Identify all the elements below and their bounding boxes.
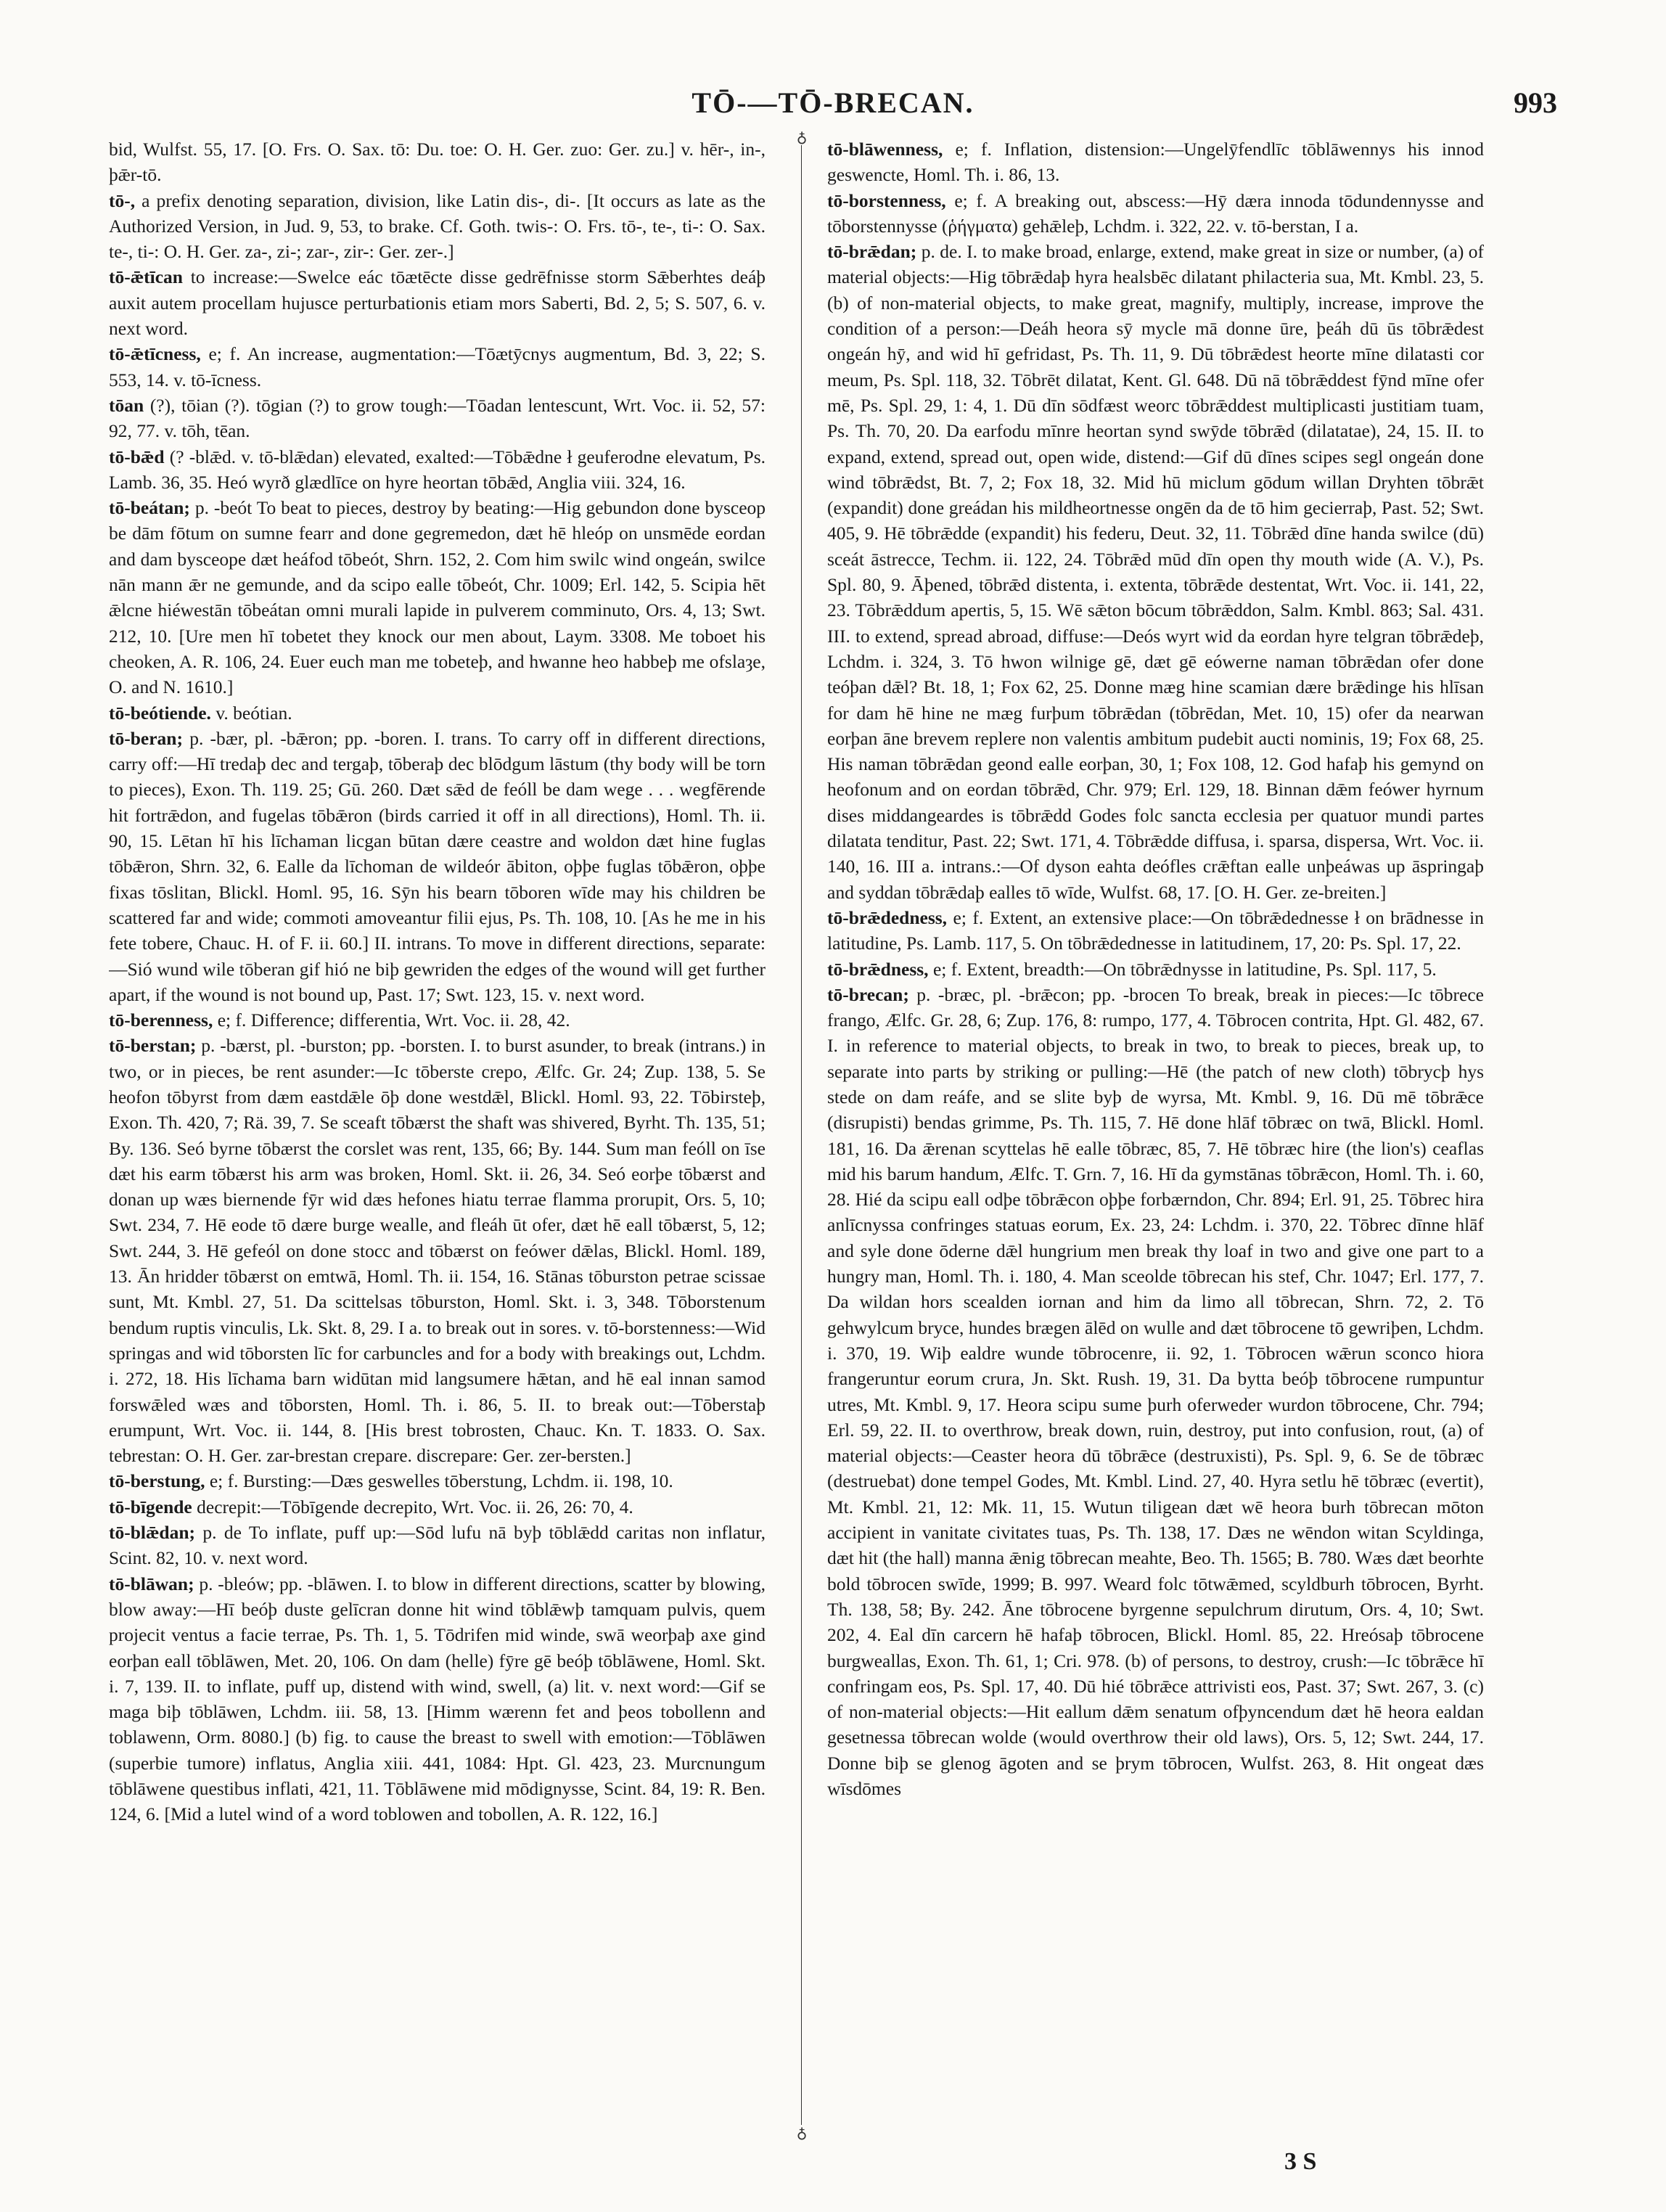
page-header [0,86,1666,129]
dictionary-entry [109,1571,766,1827]
entry-definition: bid, Wulfst. 55, 17. [O. Frs. O. Sax. tō: Du. toe: O. H. Ger. zuo: Ger. zu.] v. hēr-, in-, þǣr-tō. [109,139,766,186]
entry-headword: tō-blāwenness, [827,139,943,160]
entry-definition: decrepit:—Tōbīgende decrepito, Wrt. Voc. ii. 26, 26: 70, 4. [197,1496,633,1517]
entry-definition: (?), tōian (?). tōgian (?) to grow tough:—Tōadan lentescunt, Wrt. Voc. ii. 52, 57: 92, 77. v. tōh, tēan. [109,394,766,442]
dictionary-entry [109,341,766,393]
entry-headword: tō-brǣdness, [827,958,929,980]
dictionary-entry [109,495,766,700]
entry-headword: tō-ǣtīcness, [109,343,201,365]
dictionary-entry [109,188,766,265]
signature-mark: 3 S [1284,2148,1317,2175]
page-number: 993 [1514,86,1557,119]
entry-headword: tō-berstan; [109,1035,197,1057]
dictionary-entry [109,700,766,726]
dictionary-entry [109,136,766,188]
entry-headword: tō-brecan; [827,983,909,1005]
entry-headword: tō-blǣdan; [109,1522,196,1544]
entry-definition: v. beótian. [216,702,292,724]
entry-headword: tō-beátan; [109,497,190,519]
dictionary-entry [827,188,1484,239]
entry-headword: tō-beótiende. [109,702,211,724]
entry-definition: p. -beót To beat to pieces, destroy by beating:—Hig gebundon done bysceop be dām fōtum on sumne fearr and done gegremedon, dæt hē hleóp on unsmēde eordan and dam bysceope dæt heáfod tōbeót, Shrn. 152, 2. Com him swilc wind ongeán, swilce nān mann ǣr ne gemunde, and da scipo ealle tōbeót, Chr. 1009; Erl. 142, 5. Scipia hēt ǣlcne hiéwestān tōbeátan omni murali lapide in pulverem comminuto, Ors. 4, 13; Swt. 212, 10. [Ure men hī tobetet they knock our men about, Laym. 3308. Me toboet his cheoken, A. R. 106, 24. Euer euch man me tobeteþ, and hwanne heo habbeþ me ofslaȝe, O. and N. 1610.] [109,497,766,698]
dictionary-entry [827,982,1484,1802]
entry-definition: e; f. Extent, an extensive place:—On tōbrǣdednesse ł on brādnesse in latitudine, Ps. Lamb. 117, 5. On tōbrǣdednesse in latitudinem, 17, 20: Ps. Spl. 17, 22. [827,906,1484,954]
entry-definition: (? -blǣd. v. tō-blǣdan) elevated, exalted:—Tōbǣdne ł geuferodne elevatum, Ps. Lamb. 36, 35. Heó wyrð glædlīce on hyre heortan tōbǣd, Anglia viii. 324, 16. [109,446,766,493]
column-divider [801,135,802,2131]
entry-headword: tō-berenness, [109,1009,213,1031]
dictionary-entry [827,136,1484,188]
right-column [827,136,1484,2139]
entry-definition: p. de To inflate, puff up:—Sōd lufu nā byþ tōblǣdd caritas non inflatur, Scint. 82, 10. v. next word. [109,1522,766,1569]
entry-definition: e; f. Extent, breadth:—On tōbrǣdnysse in latitudine, Ps. Spl. 117, 5. [932,958,1437,980]
entry-definition: p. -bær, pl. -bǣron; pp. -boren. I. trans. To carry off in different directions, carry off:—Hī tredaþ dec and tergaþ, tōberaþ dec blōdgum lāstum (thy body will be torn to pieces), Exon. Th. 119. 25; Gū. 260. Dæt sǣd de feóll be dam wege . . . wegfērende hit fortrǣdon, and fugelas tōbǣron (birds carried it off in all directions), Homl. Th. ii. 90, 15. Lētan hī his līchaman licgan būtan dære ceastre and woldon dæt hine fuglas tōbǣron, Shrn. 32, 6. Ealle da līchoman de wildeór ābiton, oþþe fuglas tōbǣron, oþþe fixas tōslitan, Blickl. Homl. 95, 16. Sȳn his bearn tōboren wīde may his children be scattered far and wide; commoti amoveantur filii ejus, Ps. Th. 108, 10. [As he me in his fete tobere, Chauc. H. of F. ii. 60.] II. intrans. To move in different directions, separate:—Sió wund wile tōberan gif hió ne biþ gewriden the edges of the wound will get further apart, if the wound is not bound up, Past. 17; Swt. 123, 15. v. next word. [109,727,766,1005]
dictionary-entry [109,1494,766,1520]
entry-headword: tō-bīgende [109,1496,192,1517]
dictionary-entry [827,239,1484,905]
entry-headword: tō-blāwan; [109,1573,194,1594]
dictionary-entry [109,1520,766,1571]
entry-definition: p. -bræc, pl. -brǣcon; pp. -brocen To break, break in pieces:—Ic tōbrece frango, Ælfc. Gr. 28, 6; Zup. 176, 8: rumpo, 177, 4. Tōbrocen contrita, Hpt. Gl. 482, 67. I. in reference to material objects, to break in two, to break to pieces, break up, to separate into parts by striking or pulling:—Hē (the patch of new cloth) tōbrycþ hys stede on dam reáfe, and se slite byþ de wyrsa, Mt. Kmbl. 9, 16. Dū mē tōbrǣce (disrupisti) bendas grimme, Ps. Th. 115, 7. Hē done hlāf tōbræc on twā, Blickl. Homl. 181, 16. Da ǣrenan scyttelas hē ealle tōbræc, 85, 7. Hē tōbræc hire (the lion's) ceaflas mid his barum handum, Ælfc. T. Grn. 7, 16. Hī da gymstānas tōbrǣcon, Homl. Th. i. 60, 28. Hié da scipu eall odþe tōbrǣcon oþþe forbærndon, Chr. 894; Erl. 91, 25. Tōbrec hira anlīcnyssa confringes statuas eorum, Ex. 23, 24: Lchdm. i. 370, 22. Tōbrec dīnne hlāf and syle done ōderne dǣl hungrium men break thy loaf in two and give one part to a hungry man, Homl. Th. i. 180, 4. Man sceolde tōbrecan his stef, Chr. 1047; Erl. 177, 7. Da wildan hors scealden iornan and him da limo all tōbrecan, Shrn. 72, 2. Tō gehwylcum bryce, hundes brægen ālēd on wulle and dæt tōbrocene tō gewriþen, Lchdm. i. 370, 19. Wiþ ealdre wunde tōbrocenre, ii. 92, 1. Tōbrocen wǣrun sconco hiora frangeruntur eorum crura, Jn. Skt. Rush. 19, 31. Da bytta beóþ tōbrocene rumpuntur utres, Mt. Kmbl. 9, 17. Heora scipu sume þurh oferweder wurdon tōbrocene, Chr. 794; Erl. 59, 22. II. to overthrow, break down, ruin, destroy, put into confusion, rout, (a) of material objects:—Ceaster heora dū tōbrǣce (destruxisti), Ps. Spl. 9, 6. Se de tōbræc (destruebat) done tempel Godes, Mt. Kmbl. Lind. 27, 40. Hyra setlu hē tōbræc (evertit), Mt. Kmbl. 21, 12: Mk. 11, 15. Wutun tiligean dæt wē heora burh tōbrecan mōton accipient in vanitate civitates tuas, Ps. Th. 138, 17. Dæs ne wēndon witan Scyldinga, dæt hit (the hall) manna ǣnig tōbrecan meahte, Beo. Th. 1565; B. 780. Wæs dæt beorhte bold tōbrocen swīde, 1999; B. 997. Weard folc tōtwǣmed, scyldburh tōbrocen, Byrht. Th. 138, 58; By. 242. Āne tōbrocene byrgenne sepulchrum dirutum, Ors. 4, 10; Swt. 202, 4. Eal dīn carcern hē hafaþ tōbrocen, Blickl. Homl. 85, 22. Hreósaþ tōbrocene burgweallas, Exon. Th. 61, 1; Cri. 978. (b) of persons, to destroy, crush:—Ic tōbrǣce hī confringam eos, Ps. Spl. 17, 40. Dū hié tōbrǣce attrivisti eos, Past. 37; Swt. 267, 3. (c) of non-material objects:—Hit eallum dǣm senatum ofþyncendum dæt hē heora ealdan gesetnessa tōbrecan wolde (would overthrow their old laws), Ors. 5, 12; Swt. 244, 17. Donne biþ se glenog āgoten and se þrym tōbrocen, Wulfst. 263, 8. Hit ongeat dæs wīsdōmes [827,983,1484,1799]
dictionary-entry [109,1007,766,1033]
entry-definition: e; f. An increase, augmentation:—Tōætȳcnys augmentum, Bd. 3, 22; S. 553, 14. v. tō-īcness. [109,343,766,390]
left-column [109,136,766,2139]
entry-definition: a prefix denoting separation, division, like Latin dis-, di-. [It occurs as late as the Authorized Version, in Jud. 9, 53, to brake. Cf. Goth. twis-: O. Frs. tō-, te-, ti-: O. Sax. te-, ti-: O. H. Ger. za-, zi-; zar-, zir-: Ger. zer-.] [109,189,766,263]
entry-headword: tō-borstenness, [827,189,946,211]
entry-headword: tō-ǣtīcan [109,266,183,288]
running-head: TŌ-—TŌ-BRECAN. [692,86,974,119]
dictionary-entry [827,957,1484,982]
entry-definition: e; f. Inflation, distension:—Ungelȳfendlīc tōblāwennys his innod geswencte, Homl. Th. i. 86, 13. [827,139,1484,186]
dictionary-entry [827,905,1484,957]
dictionary-entry [109,264,766,341]
dictionary-entry [109,726,766,1007]
entry-definition: e; f. Difference; differentia, Wrt. Voc. ii. 28, 42. [217,1009,570,1031]
column-divider-ornament-bottom-icon: ♁ [794,2125,810,2141]
entry-definition: to increase:—Swelce eác tōætēcte disse gedrēfnisse storm Sǣberhtes deáþ auxit autem procellam hujusce perturbationis etiam mors Saberti, Bd. 2, 5; S. 507, 6. v. next word. [109,266,766,340]
entry-definition: e; f. Bursting:—Dæs geswelles tōberstung, Lchdm. ii. 198, 10. [209,1470,673,1492]
entry-definition: p. -bleów; pp. -blāwen. I. to blow in different directions, scatter by blowing, blow away:—Hī beóþ duste gelīcran donne hit wind tōblǣwþ tamquam pulvis, quem projecit ventus a facie terrae, Ps. Th. 1, 5. Tōdrifen mid winde, swā weorþaþ axe gind eorþan eall tōblāwen, Met. 20, 106. On dam (helle) fȳre gē beóþ tōblāwene, Homl. Skt. i. 7, 139. II. to inflate, puff up, distend with wind, swell, (a) lit. v. next word:—Gif se maga biþ tōblāwen, Lchdm. iii. 58, 13. [Himm wærenn fet and þeos tobollenn and toblawenn, Orm. 8080.] (b) fig. to cause the breast to swell with emotion:—Tōblāwen (superbie tumore) inflatus, Anglia xiii. 441, 1084: Hpt. Gl. 423, 23. Murcnungum tōblāwene questibus inflati, 421, 11. Tōblāwene mid mōdignysse, Scint. 84, 19: R. Ben. 124, 6. [Mid a lutel wind of a word toblowen and tobollen, A. R. 122, 16.] [109,1573,766,1825]
entry-definition: e; f. A breaking out, abscess:—Hȳ dæra innoda tōdundennysse and tōborstennysse (ῥήγματα) gehǣleþ, Lchdm. i. 322, 22. v. tō-berstan, I a. [827,189,1484,237]
dictionary-entry [109,393,766,444]
entry-headword: tō-, [109,189,136,211]
entry-definition: p. -bærst, pl. -burston; pp. -borsten. I. to burst asunder, to break (intrans.) in two, or in pieces, be rent asunder:—Ic tōberste crepo, Ælfc. Gr. 24; Zup. 138, 5. Se heofon tōbyrst from dæm eastdǣle ōþ done westdǣl, Blickl. Homl. 93, 22. Tōbirsteþ, Exon. Th. 420, 7; Rä. 39, 7. Se sceaft tōbærst the shaft was shivered, Byrht. Th. 135, 51; By. 136. Seó byrne tōbærst the corslet was rent, 135, 66; By. 144. Sum man feóll on īse dæt his earm tōbærst his arm was broken, Homl. Skt. ii. 26, 34. Seó eorþe tōbærst and donan up wæs biernende fȳr wid dæs hefones hiatu terrae flamma prorupit, Ors. 5, 10; Swt. 234, 7. Hē eode tō dære burge wealle, and fleáh ūt ofer, dæt hē eall tōbærst, 5, 12; Swt. 244, 3. Hē gefeól on done stocc and tōbærst on feówer dǣlas, Blickl. Homl. 189, 13. Ān hridder tōbærst on emtwā, Homl. Th. ii. 154, 16. Stānas tōburston petrae scissae sunt, Mt. Kmbl. 27, 51. Da scittelsas tōburston, Homl. Skt. i. 3, 348. Tōborstenum bendum ruptis vinculis, Lk. Skt. 8, 29. I a. to break out in sores. v. tō-borstenness:—Wid springas and wid tōborsten līc for carbuncles and for a body with breakings out, Lchdm. i. 272, 18. His līchama barn widūtan mid langsumere hǣtan, and hē eal innan samod forswǣled wæs and tōborsten, Homl. Th. i. 86, 5. II. to break out:—Tōberstaþ erumpunt, Wrt. Voc. ii. 144, 8. [His brest tobrosten, Chauc. Kn. T. 1833. O. Sax. tebrestan: O. H. Ger. zar-brestan crepare. discrepare: Ger. zer-bersten.] [109,1035,766,1467]
entry-headword: tō-berstung, [109,1470,205,1492]
dictionary-entry [109,444,766,496]
entry-definition: p. de. I. to make broad, enlarge, extend, make great in size or number, (a) of material objects:—Hig tōbrǣdaþ hyra healsbēc dilatant philacteria sua, Mt. Kmbl. 23, 5. (b) of non-material objects, to make great, magnify, multiply, increase, improve the condition of a person:—Deáh heora sȳ mycle mā donne ūre, þeáh dū ūs tōbrǣdest ongeán hȳ, and wid hī gefridast, Ps. Th. 11, 9. Dū tōbrǣdest heorte mīne dilatasti cor meum, Ps. Spl. 118, 32. Tōbrēt dilatat, Kent. Gl. 648. Dū nā tōbrǣddest fȳnd mīne ofer mē, Ps. Spl. 29, 1: 4, 1. Dū dīn sōdfæst weorc tōbrǣddest multiplicasti justitiam tuam, Ps. Th. 70, 20. Da earfodu mīnre heortan synd swȳde tōbrǣd (dilatatae), 24, 15. II. to expand, extend, spread out, open wide, distend:—Gif dū dīnes scipes segl ongeán done wind tōbrǣdst, Bt. 7, 2; Fox 18, 32. Mid hū miclum gōdum willan Dryhten tōbrǣt (expandit) done greádan his mildheortnesse ongēn da de tō him gecierraþ, Past. 52; Swt. 405, 9. Hē tōbrǣdde (expandit) his federu, Deut. 32, 11. Tōbrǣd dīne handa swilce (dū) sceát āstrecce, Techm. ii. 122, 24. Tōbrǣd mūd dīn open thy mouth wide (A. V.), Ps. Spl. 80, 9. Āþened, tōbrǣd distenta, i. extenta, tōbrǣde destentat, Wrt. Voc. ii. 141, 22, 23. Tōbrǣddum apertis, 5, 15. Wē sǣton bōcum tōbrǣddon, Salm. Kmbl. 863; Sal. 431. III. to extend, spread abroad, diffuse:—Deós wyrt wid da eordan hyre telgran tōbrǣdeþ, Lchdm. i. 324, 3. Tō hwon wilnige gē, dæt gē eówerne naman tōbrǣdan ofer done teóþan dǣl? Bt. 18, 1; Fox 62, 25. Donne mæg hine scamian dære brǣdinge his hlīsan for dam hē hine ne mæg furþum tōbrǣdan (tōbrēdan, Met. 10, 15) ofer da nearwan eorþan āne brevem replere non valentis ambitum pudebit aucti nominis, 19; Fox 68, 25. His naman tōbrǣdan geond ealle eorþan, 30, 1; Fox 108, 12. God hafaþ his gemynd on heofonum and on eordan tōbrǣd, Chr. 979; Erl. 129, 18. Binnan dǣm feówer hyrnum dises middangeardes is tōbrǣdd Godes folc sancta ecclesia per quatuor mundi partes dilatata tenditur, Past. 22; Swt. 171, 4. Tōbrǣdde diffusa, i. sparsa, dispersa, Wrt. Voc. ii. 140, 16. III a. intrans.:—Of dyson eahta deófles crǣftan ealle unþeáwas up āspringaþ and syddan tōbrǣdaþ ealles tō wīde, Wulfst. 68, 17. [O. H. Ger. ze-breiten.] [827,241,1484,903]
entry-headword: tō-beran; [109,727,183,749]
dictionary-entry [109,1468,766,1494]
entry-headword: tōan [109,394,144,416]
column-divider-ornament-top-icon: ♁ [794,129,810,145]
entry-headword: tō-brǣdedness, [827,906,948,928]
entry-headword: tō-bǣd [109,446,165,467]
entry-headword: tō-brǣdan; [827,241,917,263]
dictionary-entry [109,1033,766,1468]
